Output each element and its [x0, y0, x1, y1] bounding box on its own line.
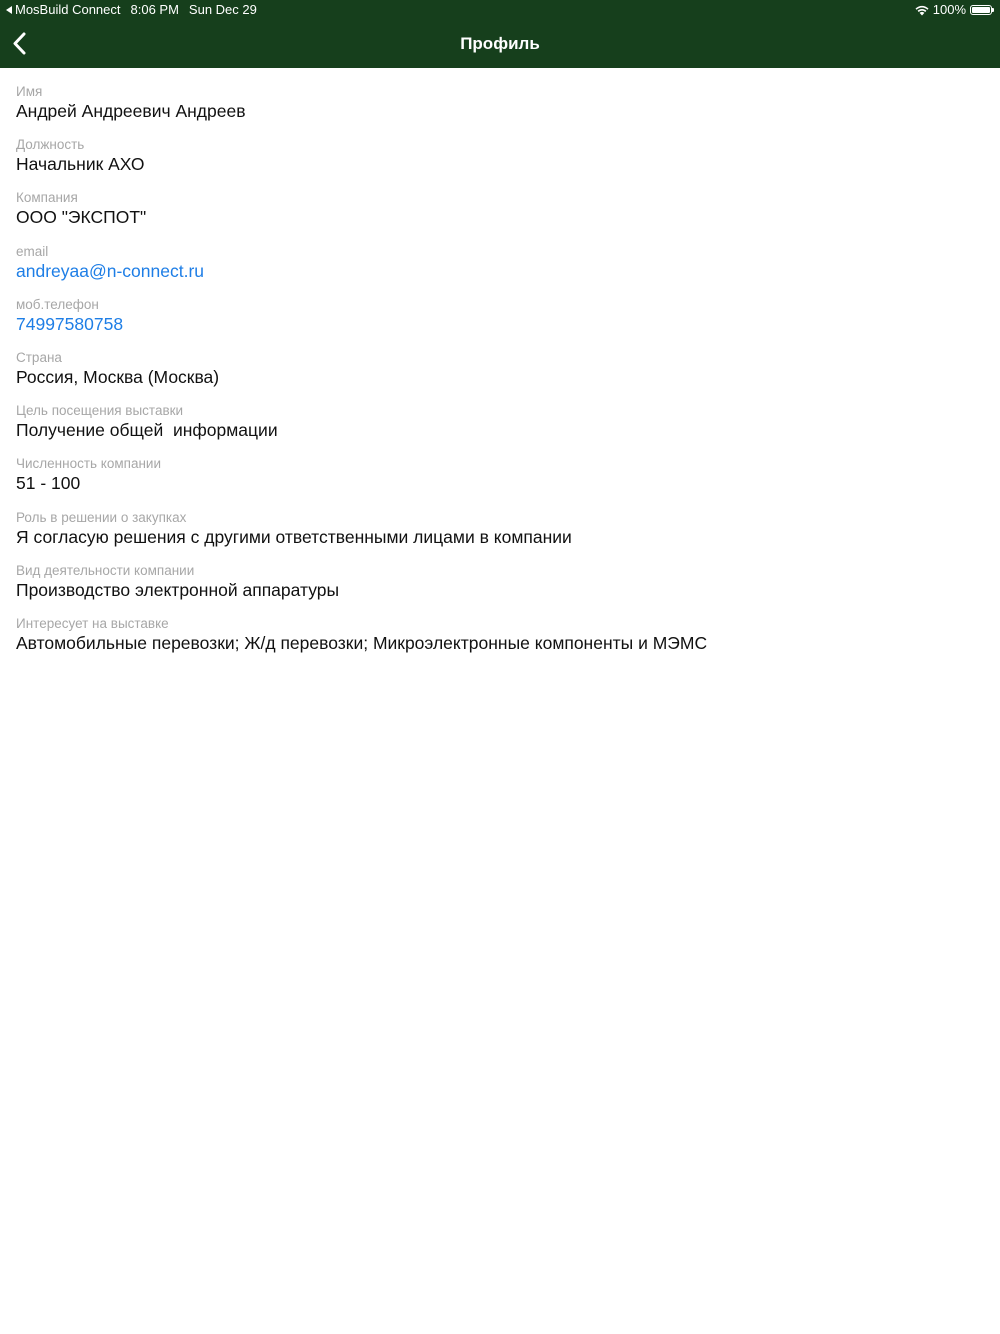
battery-percent: 100%: [932, 2, 966, 17]
field-value: Андрей Андреевич Андреев: [16, 101, 246, 121]
field-company: [16, 190, 984, 243]
field-value: Россия, Москва (Москва): [16, 366, 220, 387]
back-app-name[interactable]: MosBuild Connect: [15, 2, 121, 17]
field-label: Численность компании: [16, 456, 162, 472]
field-label: Компания: [16, 190, 78, 206]
field-label: Вид деятельности компании: [16, 562, 195, 578]
field-company-size: [16, 456, 984, 509]
field-label: Должность: [16, 137, 85, 153]
page-title: Профиль: [460, 34, 540, 53]
field-label: Имя: [16, 84, 43, 99]
field-label: Роль в решении о закупках: [16, 509, 187, 525]
wifi-icon: [915, 5, 929, 16]
field-value: Получение общей информации: [16, 420, 278, 441]
status-right: [915, 0, 992, 20]
status-bar: [0, 0, 1000, 20]
field-mobile: [16, 297, 984, 350]
back-to-app-icon[interactable]: [6, 6, 12, 14]
status-left[interactable]: [6, 0, 257, 20]
field-interests: [16, 616, 984, 669]
status-date: Sun Dec 29: [188, 2, 257, 17]
field-label: Цель посещения выставки: [16, 403, 184, 419]
field-label: Страна: [16, 349, 62, 365]
field-activity: [16, 563, 984, 616]
field-label: моб.телефон: [16, 296, 99, 312]
field-country: [16, 350, 984, 403]
field-label: Интересует на выставке: [16, 615, 169, 631]
field-label: email: [16, 243, 49, 259]
profile-details: [16, 84, 984, 669]
email-link[interactable]: andreyaa@n-connect.ru: [16, 260, 205, 281]
field-value: ООО "ЭКСПОТ": [16, 207, 147, 228]
status-time: 8:06 PM: [130, 2, 179, 17]
field-email: [16, 244, 984, 297]
field-name: [16, 84, 984, 137]
field-position: [16, 137, 984, 190]
battery-icon: [970, 5, 992, 15]
field-value: Автомобильные перевозки; Ж/д перевозки; Микроэлектронные компоненты и МЭМС: [16, 632, 708, 653]
field-value: 51 - 100: [16, 473, 81, 494]
phone-link[interactable]: 74997580758: [16, 313, 124, 334]
field-value: Производство электронной аппаратуры: [16, 579, 340, 600]
field-visit-goal: [16, 403, 984, 456]
field-purchase-role: [16, 510, 984, 563]
field-value: Начальник АХО: [16, 154, 145, 175]
nav-bar: [0, 0, 1000, 68]
field-value: Я согласую решения с другими ответственными лицами в компании: [16, 526, 572, 547]
